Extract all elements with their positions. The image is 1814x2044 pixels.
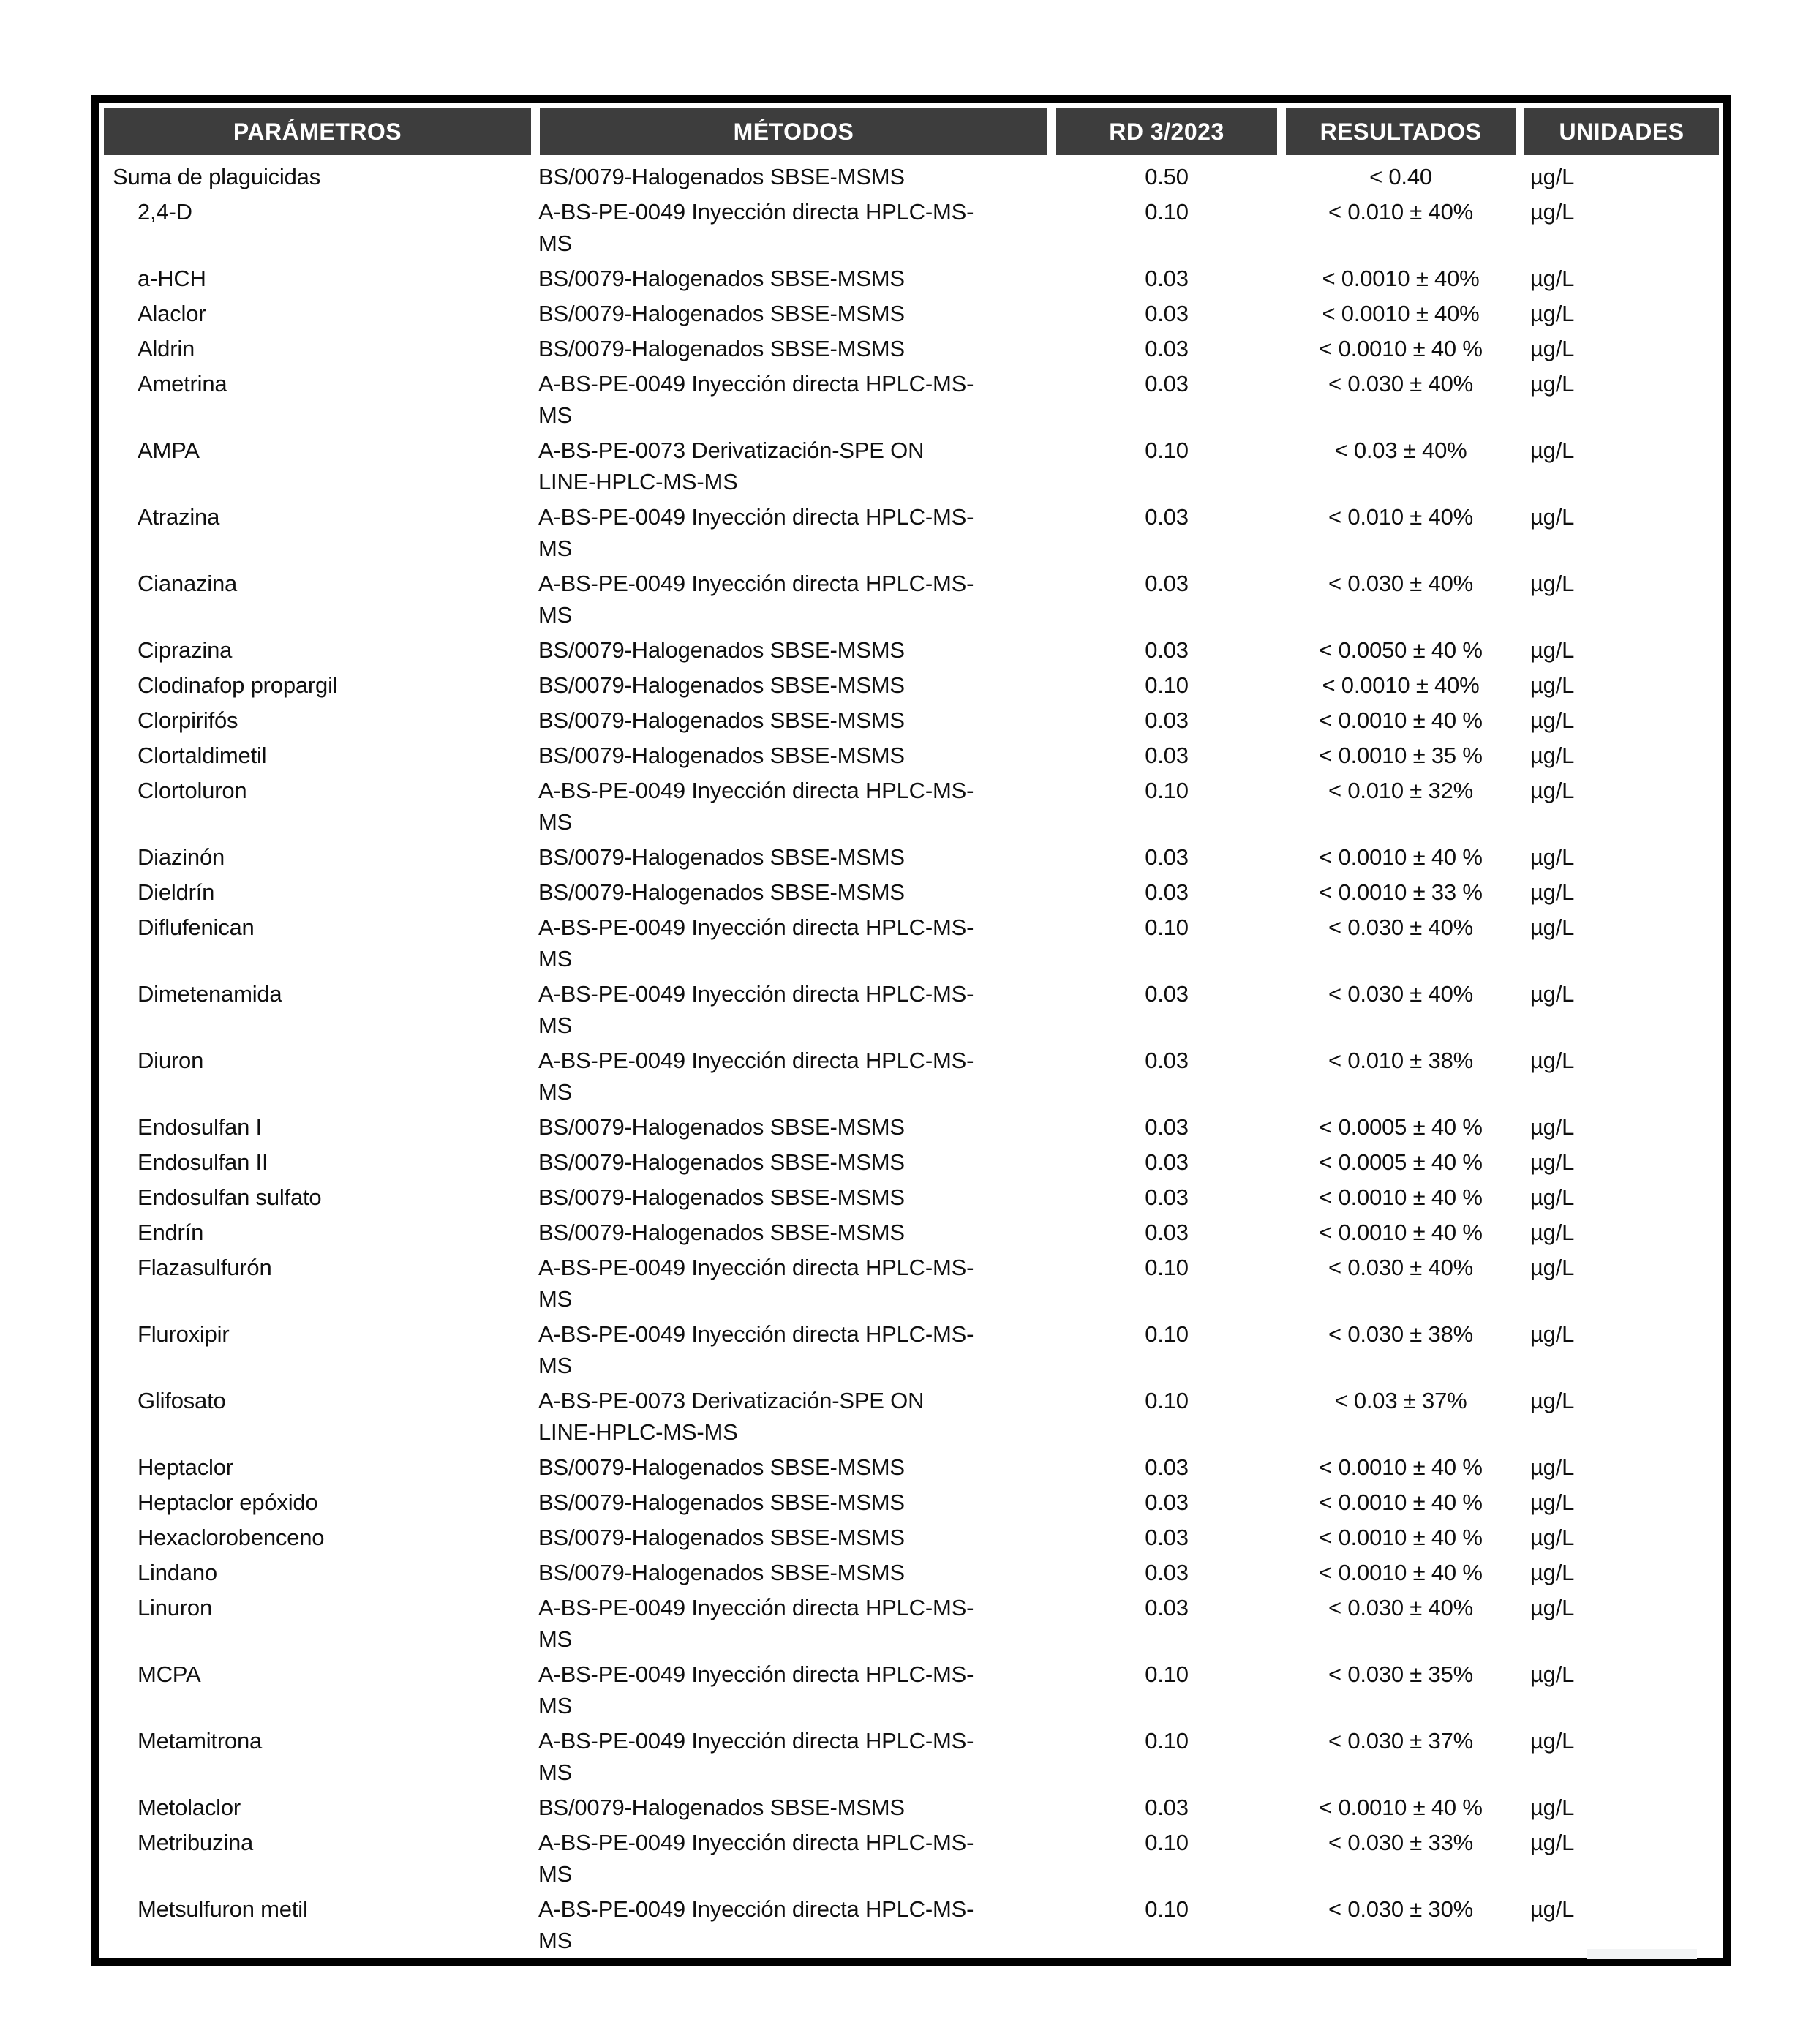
result-cell: < 0.030 ± 40% xyxy=(1328,981,1473,1007)
table-row xyxy=(99,566,1723,633)
unit-cell: µg/L xyxy=(1530,1048,1575,1073)
method-cell: A-BS-PE-0049 Inyección directa HPLC-MS-MS xyxy=(538,1595,974,1652)
table-row xyxy=(99,1145,1723,1180)
table-row xyxy=(99,1450,1723,1485)
method-cell: BS/0079-Halogenados SBSE-MSMS xyxy=(538,743,905,768)
method-cell: A-BS-PE-0049 Inyección directa HPLC-MS-MS xyxy=(538,1661,974,1718)
unit-cell: µg/L xyxy=(1530,336,1575,361)
table-row xyxy=(99,703,1723,738)
rd-limit-cell: 0.10 xyxy=(1145,672,1189,698)
result-cell: < 0.0005 ± 40 % xyxy=(1319,1114,1483,1140)
method-cell: BS/0079-Halogenados SBSE-MSMS xyxy=(538,1220,905,1245)
parameter-cell: Fluroxipir xyxy=(138,1321,230,1347)
unit-cell: µg/L xyxy=(1530,1489,1575,1515)
table-header-row xyxy=(99,103,1723,159)
method-cell: BS/0079-Halogenados SBSE-MSMS xyxy=(538,879,905,905)
unit-cell: µg/L xyxy=(1530,879,1575,905)
rd-limit-cell: 0.03 xyxy=(1145,637,1189,663)
table-row xyxy=(99,433,1723,500)
rd-limit-cell: 0.03 xyxy=(1145,879,1189,905)
rd-limit-cell: 0.10 xyxy=(1145,778,1189,803)
table-row xyxy=(99,195,1723,261)
rd-limit-cell: 0.03 xyxy=(1145,1489,1189,1515)
rd-limit-cell: 0.10 xyxy=(1145,1896,1189,1922)
table-row xyxy=(99,500,1723,566)
parameter-cell: MCPA xyxy=(138,1661,201,1687)
method-cell: BS/0079-Halogenados SBSE-MSMS xyxy=(538,1489,905,1515)
result-cell: < 0.0050 ± 40 % xyxy=(1319,637,1483,663)
table-row xyxy=(99,159,1723,195)
method-cell: BS/0079-Halogenados SBSE-MSMS xyxy=(538,1560,905,1585)
unit-cell: µg/L xyxy=(1530,301,1575,326)
rd-limit-cell: 0.03 xyxy=(1145,844,1189,870)
rd-limit-cell: 0.10 xyxy=(1145,1388,1189,1413)
parameter-cell: AMPA xyxy=(138,437,200,463)
parameter-cell: Ametrina xyxy=(138,371,227,397)
result-cell: < 0.030 ± 40% xyxy=(1328,914,1473,940)
parameter-cell: Endosulfan sulfato xyxy=(138,1184,322,1210)
rd-limit-cell: 0.03 xyxy=(1145,1220,1189,1245)
result-cell: < 0.030 ± 30% xyxy=(1328,1896,1473,1922)
method-cell: A-BS-PE-0049 Inyección directa HPLC-MS-MS xyxy=(538,914,974,972)
table-row xyxy=(99,668,1723,703)
parameter-cell: Diuron xyxy=(138,1048,204,1073)
result-cell: < 0.0010 ± 40 % xyxy=(1319,844,1483,870)
unit-cell: µg/L xyxy=(1530,1321,1575,1347)
result-cell: < 0.03 ± 37% xyxy=(1334,1388,1467,1413)
rd-limit-cell: 0.03 xyxy=(1145,1560,1189,1585)
rd-limit-cell: 0.03 xyxy=(1145,1595,1189,1620)
result-cell: < 0.010 ± 38% xyxy=(1328,1048,1473,1073)
result-cell: < 0.0010 ± 40 % xyxy=(1319,1795,1483,1820)
result-cell: < 0.03 ± 40% xyxy=(1334,437,1467,463)
result-cell: < 0.030 ± 40% xyxy=(1328,371,1473,397)
method-cell: A-BS-PE-0049 Inyección directa HPLC-MS-MS xyxy=(538,199,974,256)
unit-cell: µg/L xyxy=(1530,707,1575,733)
method-cell: A-BS-PE-0049 Inyección directa HPLC-MS-MS xyxy=(538,778,974,835)
table-row xyxy=(99,1555,1723,1590)
unit-cell: µg/L xyxy=(1530,437,1575,463)
parameter-cell: Clortoluron xyxy=(138,778,247,803)
method-cell: BS/0079-Halogenados SBSE-MSMS xyxy=(538,672,905,698)
parameter-cell: Suma de plaguicidas xyxy=(113,164,320,189)
parameter-cell: Dimetenamida xyxy=(138,981,282,1007)
parameter-cell: Endrín xyxy=(138,1220,204,1245)
result-cell: < 0.0010 ± 40% xyxy=(1322,672,1480,698)
parameter-cell: Clodinafop propargil xyxy=(138,672,338,698)
parameter-cell: 2,4-D xyxy=(138,199,192,225)
unit-cell: µg/L xyxy=(1530,266,1575,291)
method-cell: A-BS-PE-0049 Inyección directa HPLC-MS-MS xyxy=(538,571,974,628)
unit-cell: µg/L xyxy=(1530,1255,1575,1280)
rd-limit-cell: 0.10 xyxy=(1145,199,1189,225)
table-row xyxy=(99,773,1723,840)
table-row xyxy=(99,331,1723,367)
unit-cell: µg/L xyxy=(1530,199,1575,225)
method-cell: BS/0079-Halogenados SBSE-MSMS xyxy=(538,1114,905,1140)
result-cell: < 0.030 ± 40% xyxy=(1328,1595,1473,1620)
rd-limit-cell: 0.10 xyxy=(1145,1728,1189,1754)
method-cell: A-BS-PE-0049 Inyección directa HPLC-MS-MS xyxy=(538,1321,974,1378)
rd-limit-cell: 0.03 xyxy=(1145,301,1189,326)
method-cell: A-BS-PE-0049 Inyección directa HPLC-MS-MS xyxy=(538,504,974,561)
table-row xyxy=(99,1110,1723,1145)
result-cell: < 0.0010 ± 40 % xyxy=(1319,1184,1483,1210)
parameter-cell: Lindano xyxy=(138,1560,217,1585)
unit-cell: µg/L xyxy=(1530,371,1575,397)
rd-limit-cell: 0.10 xyxy=(1145,1830,1189,1855)
unit-cell: µg/L xyxy=(1530,672,1575,698)
unit-cell: µg/L xyxy=(1530,1388,1575,1413)
rd-limit-cell: 0.03 xyxy=(1145,1149,1189,1175)
method-cell: BS/0079-Halogenados SBSE-MSMS xyxy=(538,1149,905,1175)
method-cell: A-BS-PE-0049 Inyección directa HPLC-MS-MS xyxy=(538,1830,974,1887)
table-row xyxy=(99,1657,1723,1724)
parameter-cell: Endosulfan I xyxy=(138,1114,262,1140)
table-row xyxy=(99,910,1723,977)
result-cell: < 0.030 ± 35% xyxy=(1328,1661,1473,1687)
unit-cell: µg/L xyxy=(1530,1525,1575,1550)
parameter-cell: Atrazina xyxy=(138,504,220,530)
unit-cell: µg/L xyxy=(1530,914,1575,940)
parameter-cell: Diflufenican xyxy=(138,914,255,940)
method-cell: BS/0079-Halogenados SBSE-MSMS xyxy=(538,336,905,361)
rd-limit-cell: 0.50 xyxy=(1145,164,1189,189)
unit-cell: µg/L xyxy=(1530,1830,1575,1855)
method-cell: A-BS-PE-0049 Inyección directa HPLC-MS-MS xyxy=(538,981,974,1038)
table-row xyxy=(99,1043,1723,1110)
unit-cell: µg/L xyxy=(1530,1595,1575,1620)
table-row xyxy=(99,1724,1723,1790)
method-cell: BS/0079-Halogenados SBSE-MSMS xyxy=(538,1795,905,1820)
rd-limit-cell: 0.03 xyxy=(1145,504,1189,530)
result-cell: < 0.0010 ± 40% xyxy=(1322,266,1480,291)
table-row xyxy=(99,977,1723,1043)
unit-cell: µg/L xyxy=(1530,1114,1575,1140)
parameter-cell: Clorpirifós xyxy=(138,707,238,733)
table-row xyxy=(99,296,1723,331)
parameter-cell: Metamitrona xyxy=(138,1728,263,1754)
table-row xyxy=(99,1180,1723,1215)
parameter-cell: Metolaclor xyxy=(138,1795,241,1820)
scan-artifact xyxy=(1587,1949,1697,1959)
result-cell: < 0.030 ± 37% xyxy=(1328,1728,1473,1754)
unit-cell: µg/L xyxy=(1530,1728,1575,1754)
table-row xyxy=(99,1590,1723,1657)
rd-limit-cell: 0.10 xyxy=(1145,1661,1189,1687)
parameter-cell: Heptaclor xyxy=(138,1454,233,1480)
method-cell: BS/0079-Halogenados SBSE-MSMS xyxy=(538,1525,905,1550)
unit-cell: µg/L xyxy=(1530,1795,1575,1820)
method-cell: BS/0079-Halogenados SBSE-MSMS xyxy=(538,164,905,189)
parameter-cell: Metsulfuron metil xyxy=(138,1896,308,1922)
unit-cell: µg/L xyxy=(1530,1149,1575,1175)
unit-cell: µg/L xyxy=(1530,1661,1575,1687)
parameter-cell: a-HCH xyxy=(138,266,206,291)
parameter-cell: Ciprazina xyxy=(138,637,233,663)
method-cell: BS/0079-Halogenados SBSE-MSMS xyxy=(538,301,905,326)
table-row xyxy=(99,1215,1723,1250)
method-cell: A-BS-PE-0073 Derivatización-SPE ON LINE-HPLC-MS-MS xyxy=(538,437,925,495)
unit-cell: µg/L xyxy=(1530,571,1575,596)
rd-limit-cell: 0.03 xyxy=(1145,371,1189,397)
col-header-resultados: RESULTADOS xyxy=(1282,103,1520,159)
parameter-cell: Heptaclor epóxido xyxy=(138,1489,318,1515)
parameter-cell: Hexaclorobenceno xyxy=(138,1525,325,1550)
col-header-unidades: UNIDADES xyxy=(1520,103,1723,159)
table-row xyxy=(99,1790,1723,1825)
table-row xyxy=(99,1825,1723,1892)
col-header-parametros: PARÁMETROS xyxy=(99,103,535,159)
rd-limit-cell: 0.03 xyxy=(1145,1048,1189,1073)
result-cell: < 0.030 ± 33% xyxy=(1328,1830,1473,1855)
unit-cell: µg/L xyxy=(1530,1454,1575,1480)
results-table-frame xyxy=(91,95,1731,1966)
method-cell: A-BS-PE-0049 Inyección directa HPLC-MS-MS xyxy=(538,1896,974,1953)
parameter-cell: Diazinón xyxy=(138,844,225,870)
parameter-cell: Endosulfan II xyxy=(138,1149,268,1175)
method-cell: BS/0079-Halogenados SBSE-MSMS xyxy=(538,1184,905,1210)
unit-cell: µg/L xyxy=(1530,1560,1575,1585)
result-cell: < 0.010 ± 40% xyxy=(1328,504,1473,530)
unit-cell: µg/L xyxy=(1530,1896,1575,1922)
table-row xyxy=(99,1520,1723,1555)
result-cell: < 0.0005 ± 40 % xyxy=(1319,1149,1483,1175)
table-row xyxy=(99,738,1723,773)
method-cell: BS/0079-Halogenados SBSE-MSMS xyxy=(538,637,905,663)
unit-cell: µg/L xyxy=(1530,1184,1575,1210)
col-header-rd-3-2023: RD 3/2023 xyxy=(1052,103,1282,159)
method-cell: A-BS-PE-0049 Inyección directa HPLC-MS-MS xyxy=(538,1728,974,1785)
method-cell: BS/0079-Halogenados SBSE-MSMS xyxy=(538,844,905,870)
rd-limit-cell: 0.03 xyxy=(1145,571,1189,596)
result-cell: < 0.0010 ± 40 % xyxy=(1319,1560,1483,1585)
unit-cell: µg/L xyxy=(1530,1220,1575,1245)
rd-limit-cell: 0.03 xyxy=(1145,266,1189,291)
result-cell: < 0.010 ± 40% xyxy=(1328,199,1473,225)
result-cell: < 0.0010 ± 40 % xyxy=(1319,1525,1483,1550)
rd-limit-cell: 0.10 xyxy=(1145,1255,1189,1280)
result-cell: < 0.0010 ± 40 % xyxy=(1319,1454,1483,1480)
parameter-cell: Cianazina xyxy=(138,571,238,596)
unit-cell: µg/L xyxy=(1530,637,1575,663)
unit-cell: µg/L xyxy=(1530,981,1575,1007)
result-cell: < 0.0010 ± 35 % xyxy=(1319,743,1483,768)
unit-cell: µg/L xyxy=(1530,504,1575,530)
result-cell: < 0.0010 ± 40 % xyxy=(1319,1220,1483,1245)
rd-limit-cell: 0.03 xyxy=(1145,1114,1189,1140)
results-table-body xyxy=(99,159,1723,1958)
method-cell: A-BS-PE-0049 Inyección directa HPLC-MS-MS xyxy=(538,371,974,428)
table-row xyxy=(99,1250,1723,1317)
rd-limit-cell: 0.03 xyxy=(1145,1454,1189,1480)
result-cell: < 0.030 ± 38% xyxy=(1328,1321,1473,1347)
result-cell: < 0.0010 ± 33 % xyxy=(1319,879,1483,905)
rd-limit-cell: 0.10 xyxy=(1145,437,1189,463)
result-cell: < 0.010 ± 32% xyxy=(1328,778,1473,803)
parameter-cell: Flazasulfurón xyxy=(138,1255,272,1280)
table-row xyxy=(99,633,1723,668)
result-cell: < 0.0010 ± 40 % xyxy=(1319,1489,1483,1515)
col-header-metodos: MÉTODOS xyxy=(535,103,1052,159)
parameter-cell: Dieldrín xyxy=(138,879,215,905)
rd-limit-cell: 0.03 xyxy=(1145,981,1189,1007)
result-cell: < 0.0010 ± 40 % xyxy=(1319,707,1483,733)
method-cell: A-BS-PE-0049 Inyección directa HPLC-MS-MS xyxy=(538,1255,974,1312)
table-row xyxy=(99,1892,1723,1958)
unit-cell: µg/L xyxy=(1530,164,1575,189)
parameter-cell: Aldrin xyxy=(138,336,195,361)
rd-limit-cell: 0.03 xyxy=(1145,336,1189,361)
rd-limit-cell: 0.03 xyxy=(1145,1184,1189,1210)
method-cell: BS/0079-Halogenados SBSE-MSMS xyxy=(538,266,905,291)
unit-cell: µg/L xyxy=(1530,778,1575,803)
parameter-cell: Glifosato xyxy=(138,1388,226,1413)
result-cell: < 0.0010 ± 40 % xyxy=(1319,336,1483,361)
table-row xyxy=(99,261,1723,296)
parameter-cell: Metribuzina xyxy=(138,1830,254,1855)
table-row xyxy=(99,875,1723,910)
rd-limit-cell: 0.03 xyxy=(1145,743,1189,768)
table-row xyxy=(99,367,1723,433)
result-cell: < 0.030 ± 40% xyxy=(1328,571,1473,596)
rd-limit-cell: 0.03 xyxy=(1145,1795,1189,1820)
results-table xyxy=(99,103,1723,1958)
table-row xyxy=(99,1383,1723,1450)
rd-limit-cell: 0.03 xyxy=(1145,707,1189,733)
result-cell: < 0.030 ± 40% xyxy=(1328,1255,1473,1280)
rd-limit-cell: 0.10 xyxy=(1145,914,1189,940)
unit-cell: µg/L xyxy=(1530,743,1575,768)
method-cell: BS/0079-Halogenados SBSE-MSMS xyxy=(538,1454,905,1480)
parameter-cell: Clortaldimetil xyxy=(138,743,267,768)
result-cell: < 0.0010 ± 40% xyxy=(1322,301,1480,326)
table-row xyxy=(99,840,1723,875)
table-row xyxy=(99,1485,1723,1520)
rd-limit-cell: 0.03 xyxy=(1145,1525,1189,1550)
parameter-cell: Linuron xyxy=(138,1595,213,1620)
method-cell: A-BS-PE-0049 Inyección directa HPLC-MS-MS xyxy=(538,1048,974,1105)
method-cell: BS/0079-Halogenados SBSE-MSMS xyxy=(538,707,905,733)
rd-limit-cell: 0.10 xyxy=(1145,1321,1189,1347)
result-cell: < 0.40 xyxy=(1369,164,1432,189)
unit-cell: µg/L xyxy=(1530,844,1575,870)
parameter-cell: Alaclor xyxy=(138,301,206,326)
table-row xyxy=(99,1317,1723,1383)
method-cell: A-BS-PE-0073 Derivatización-SPE ON LINE-HPLC-MS-MS xyxy=(538,1388,925,1445)
